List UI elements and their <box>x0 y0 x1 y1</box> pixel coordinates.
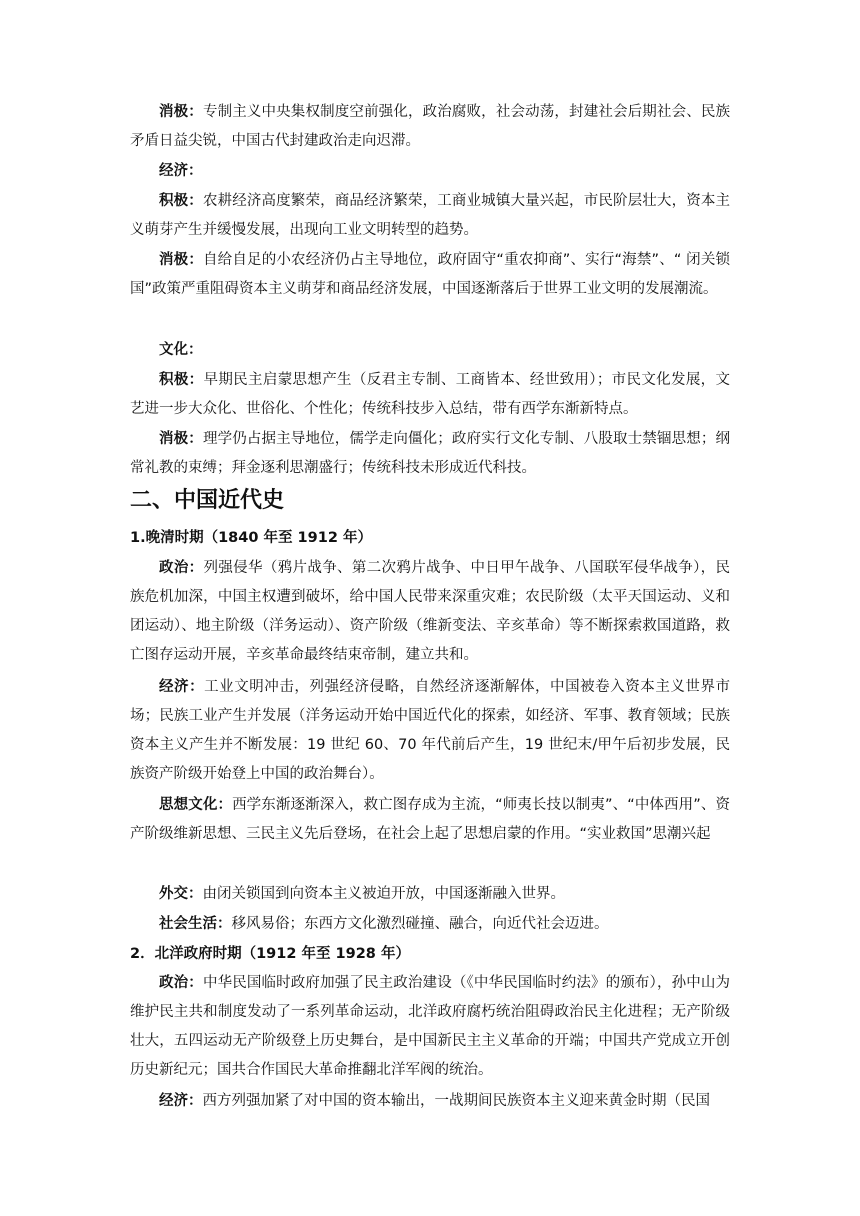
paragraph-late-qing-politics <box>130 554 730 670</box>
paragraph-label: 外交： <box>159 886 203 902</box>
paragraph-text: 专制主义中央集权制度空前强化，政治腐败，社会动荡，封建社会后期社会、民族矛盾日益尖锐，中国古代封建政治走向迟滞。 <box>130 104 730 149</box>
paragraph-beiyang-economy <box>130 1087 730 1116</box>
paragraph-culture-negative <box>130 425 730 483</box>
paragraph-text: 西学东渐逐渐深入，救亡图存成为主流，“师夷长技以制夷”、“中体西用”、资产阶级维新思想、三民主义先后登场，在社会上起了思想启蒙的作用。“实业救国”思潮兴起 <box>130 797 731 842</box>
paragraph-label: 消极： <box>159 252 204 268</box>
section-title: 二、中国近代史 <box>130 488 285 513</box>
paragraph-text: 农耕经济高度繁荣，商品经济繁荣，工商业城镇大量兴起，市民阶层壮大，资本主义萌芽产生并缓慢发展，出现向工业文明转型的趋势。 <box>130 193 730 238</box>
paragraph-label: 政治： <box>159 975 203 991</box>
paragraph-culture-positive <box>130 366 730 424</box>
paragraph-economy-positive <box>130 187 730 245</box>
paragraph-economy-negative <box>130 246 730 304</box>
paragraph-text: 中华民国临时政府加强了民主政治建设（《中华民国临时约法》的颁布），孙中山为维护民主共和制度发动了一系列革命运动，北洋政府腐朽统治阻碍政治民主化进程；无产阶级壮大，五四运动无产阶级登上历史舞台，是中国新民主主义革命的开端；中国共产党成立开创历史新纪元；国共合作国民大革命推翻北洋军阀的统治。 <box>130 975 731 1078</box>
paragraph-text: 西方列强加紧了对中国的资本输出，一战期间民族资本主义迎来黄金时期（民国 <box>202 1093 710 1109</box>
paragraph-label: 政治： <box>159 560 204 576</box>
paragraph-text: 自给自足的小农经济仍占主导地位，政府固守“重农抑商”、实行“海禁”、“ 闭关锁国”政策严重阻碍资本主义萌芽和商品经济发展，中国逐渐落后于世界工业文明的发展潮流。 <box>130 252 730 297</box>
paragraph-label: 经济： <box>159 1093 203 1109</box>
paragraph-politics-negative <box>130 98 730 156</box>
paragraph-text: 列强侵华（鸦片战争、第二次鸦片战争、中日甲午战争、八国联军侵华战争），民族危机加深，中国主权遭到破坏，给中国人民带来深重灾难；农民阶级（太平天国运动、义和团运动）、地主阶级（洋务运动）、资产阶级（维新变法、辛亥革命）等不断探索救国道路，救亡图存运动开展，辛亥革命最终结束帝制，建立共和。 <box>130 560 731 663</box>
heading-economy <box>130 157 730 186</box>
paragraph-text: 由闭关锁国到向资本主义被迫开放，中国逐渐融入世界。 <box>202 886 565 902</box>
paragraph-label: 思想文化： <box>159 797 233 813</box>
paragraph-late-qing-society <box>130 910 730 939</box>
paragraph-label: 经济： <box>159 679 205 695</box>
paragraph-text: 早期民主启蒙思想产生（反君主专制、工商皆本、经世致用）；市民文化发展，文艺进一步大众化、世俗化、个性化；传统科技步入总结，带有西学东渐新特点。 <box>130 372 731 417</box>
paragraph-label: 消极： <box>159 104 203 120</box>
paragraph-label: 消极： <box>159 431 203 447</box>
subsection-late-qing: 1.晚清时期（1840 年至 1912 年） <box>130 530 372 546</box>
paragraph-label: 积极： <box>159 372 204 388</box>
paragraph-label: 文化： <box>159 342 203 358</box>
paragraph-late-qing-economy <box>130 673 730 789</box>
heading-culture <box>130 336 730 365</box>
paragraph-text: 移风易俗；东西方文化激烈碰撞、融合，向近代社会迈进。 <box>231 916 609 932</box>
paragraph-label: 积极： <box>159 193 203 209</box>
paragraph-text: 工业文明冲击，列强经济侵略，自然经济逐渐解体，中国被卷入资本主义世界市场；民族工业产生并发展（洋务运动开始中国近代化的探索，如经济、军事、教育领域；民族资本主义产生并不断发展：19 世纪 60、70 年代前后产生，19 世纪末/甲午后初步发展，民族资产阶级开始登上中国的政治舞台）。 <box>130 679 731 782</box>
subsection-beiyang: 2．北洋政府时期（1912 年至 1928 年） <box>130 946 410 962</box>
paragraph-late-qing-thought <box>130 791 730 849</box>
paragraph-text: 理学仍占据主导地位，儒学走向僵化；政府实行文化专制、八股取士禁锢思想；纲常礼教的束缚；拜金逐利思潮盛行；传统科技未形成近代科技。 <box>130 431 730 476</box>
paragraph-late-qing-diplomacy <box>130 880 730 909</box>
paragraph-beiyang-politics <box>130 969 730 1085</box>
paragraph-label: 经济： <box>159 163 203 179</box>
paragraph-label: 社会生活： <box>159 916 232 932</box>
